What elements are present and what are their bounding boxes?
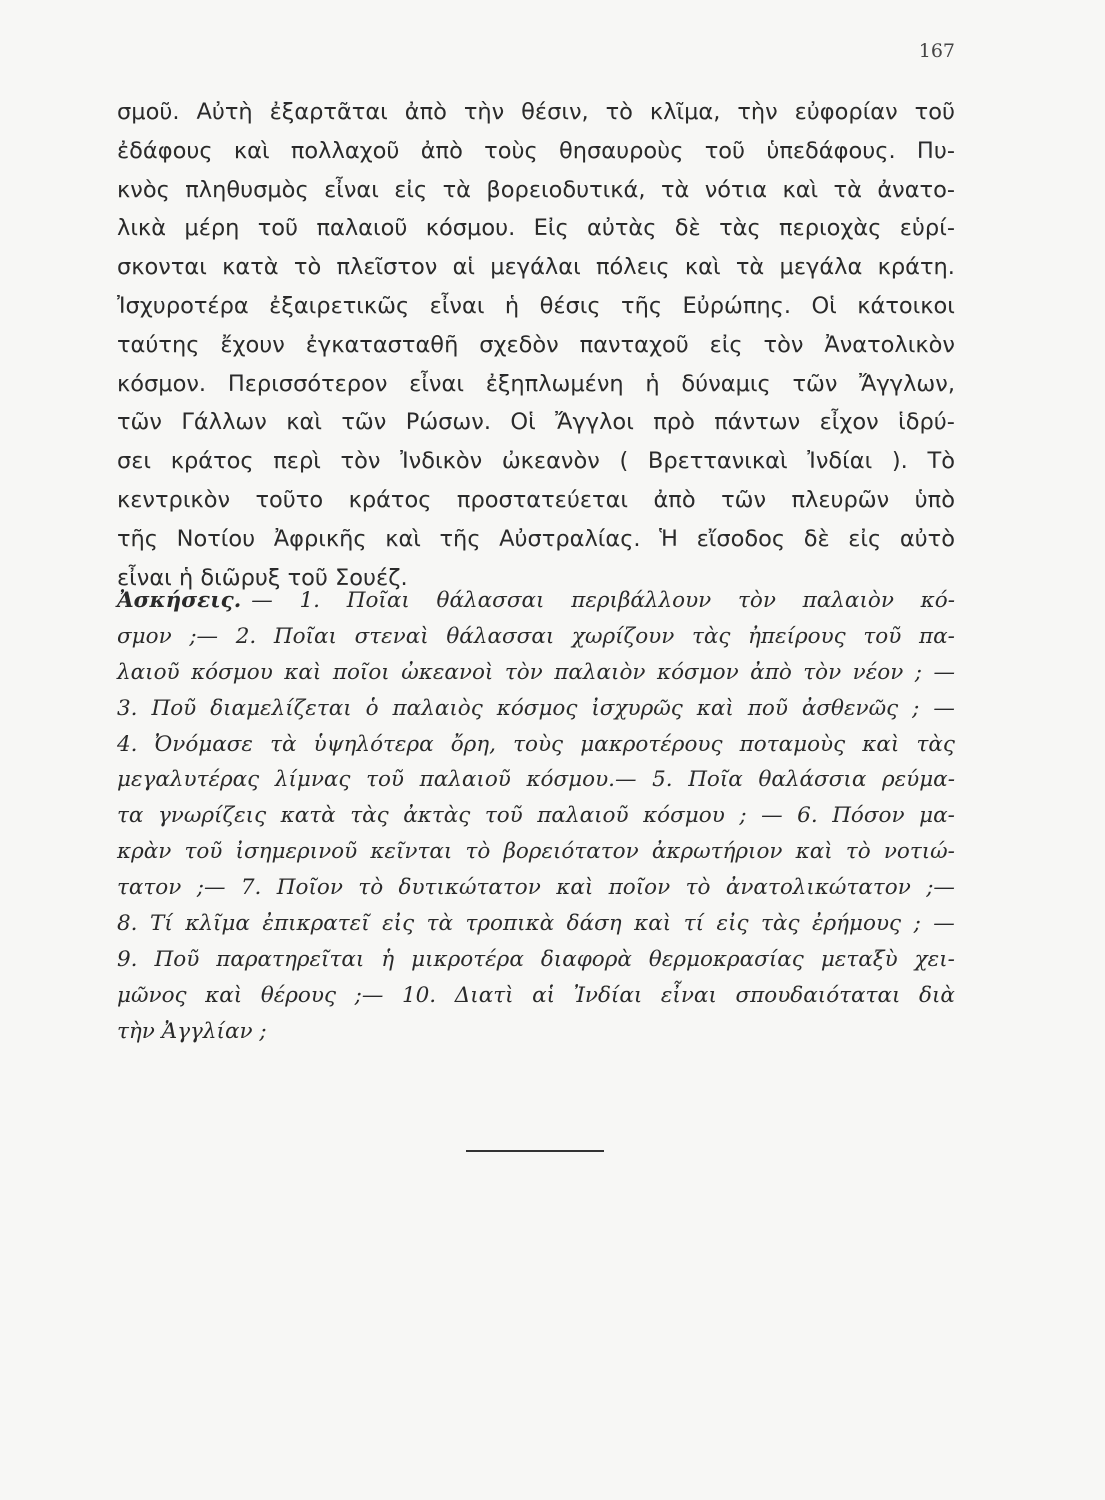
word: διαμελίζεται: [210, 695, 352, 721]
word: κόσμος: [496, 695, 578, 721]
word: Διατὶ: [454, 982, 514, 1008]
word: Ὀνόμασε: [154, 731, 253, 757]
word: Ποῖα: [688, 767, 743, 793]
word: εἰς: [716, 911, 749, 937]
word: σμον: [117, 623, 172, 649]
word: τὸν: [763, 331, 804, 358]
word: εἰς: [394, 176, 428, 203]
word: ἀνατολικώτατον: [725, 875, 911, 901]
word: εἰς: [382, 911, 415, 937]
word: θερμοκρασίας: [648, 946, 804, 972]
word: δύναμις: [681, 370, 771, 397]
word: ἀπὸ: [750, 659, 792, 685]
word: τῶν: [117, 409, 162, 436]
word: Ἰνδίαι: [807, 448, 873, 475]
word: ἐπικρατεῖ: [262, 911, 370, 937]
word: ἡ: [504, 292, 520, 319]
word: Ποῦ: [151, 695, 197, 721]
word: Ἀφρικῆς: [273, 525, 367, 552]
word: Αὐστραλίας.: [499, 525, 641, 552]
word: μακροτέρους: [580, 731, 723, 757]
word: ἀνατο-: [877, 176, 955, 203]
word: τῶν: [721, 486, 767, 513]
exercises-section: [117, 583, 955, 1050]
word: πανταχοῦ: [579, 331, 689, 358]
word: κόσμου: [191, 659, 273, 685]
word: Ἄγγλων,: [859, 370, 955, 397]
word: ;: [913, 911, 921, 937]
word: ἀπὸ: [420, 137, 463, 164]
word: ρεύμα-: [881, 767, 955, 793]
word: εἶχον: [819, 409, 879, 436]
word: Ρώσων.: [405, 409, 491, 436]
exercise-line: [117, 978, 955, 1014]
word: ;—: [926, 875, 955, 901]
word: καὶ: [782, 176, 819, 203]
word: κάτοικοι: [857, 292, 955, 319]
word: λαιοῦ: [117, 659, 180, 685]
word: τὰς: [761, 911, 800, 937]
word: τῆς: [117, 525, 159, 552]
word: εἶναι: [409, 370, 464, 397]
word: τὰς: [350, 803, 389, 829]
word: τὸ: [293, 254, 322, 281]
word: τὰ: [442, 176, 472, 203]
word: θέσιν,: [521, 99, 589, 125]
word: τα: [117, 803, 144, 829]
word: τοῦτο: [255, 486, 324, 513]
word: παλαιοῦ: [537, 803, 629, 829]
word: τὰς: [719, 215, 761, 242]
word: Τὸ: [927, 448, 955, 475]
word: τὸν: [803, 659, 842, 685]
word: τὰ: [833, 176, 862, 203]
word: τὰ: [270, 731, 297, 757]
exercise-line: [117, 798, 955, 834]
word: μεγαλυτέρας: [117, 767, 260, 793]
text-line: [117, 442, 955, 481]
word: κόσμον: [656, 659, 739, 685]
exercise-line: [117, 942, 955, 978]
word: ;—: [196, 875, 226, 901]
word: τὸν: [340, 448, 381, 475]
word: Νοτίου: [176, 525, 256, 552]
word: τὸ: [358, 875, 384, 901]
exercise-line: [117, 583, 955, 619]
word: γνωρίζεις: [157, 803, 267, 829]
text-line: [117, 248, 955, 287]
word: Ἀνατολικὸν: [824, 331, 955, 358]
word: αἱ: [532, 982, 556, 1008]
word: χωρίζουν: [571, 623, 675, 649]
exercise-line: [117, 906, 955, 942]
word: ποῖον: [608, 875, 671, 901]
word: καὶ: [556, 875, 594, 901]
word: μικροτέρα: [411, 946, 524, 972]
word: ἀκρωτήριον: [651, 839, 783, 865]
word: τοῦ: [366, 767, 404, 793]
word: ἠπείρους: [748, 623, 846, 649]
word: ;: [912, 695, 920, 721]
word: ποταμοὺς: [739, 731, 846, 757]
word: τοὺς: [513, 731, 564, 757]
word: στεναὶ: [354, 623, 429, 649]
word: κλῖμα,: [649, 99, 721, 125]
word: παλαιὸν: [802, 588, 894, 613]
word: 5.: [652, 767, 673, 793]
exercise-line: [117, 762, 955, 798]
word: 10.: [401, 982, 437, 1008]
word: σχεδὸν: [479, 331, 559, 358]
page-number: 167: [918, 40, 955, 62]
word: καὶ: [385, 525, 421, 552]
exercise-line: [117, 834, 955, 870]
exercise-line-text: [251, 583, 955, 619]
word: Οἱ: [510, 409, 536, 436]
word: τὸ: [605, 99, 633, 125]
word: ὁ: [365, 695, 379, 721]
word: Οἱ: [811, 292, 837, 319]
word: παρατηρεῖται: [216, 946, 365, 972]
text-line: [117, 403, 955, 442]
word: 9.: [117, 946, 138, 972]
word: —: [933, 659, 955, 685]
word: θέρους: [260, 982, 336, 1008]
word: τοῦ: [914, 99, 955, 125]
word: ἀκτὰς: [403, 803, 471, 829]
word: 3.: [117, 695, 138, 721]
word: καὶ: [795, 839, 833, 865]
word: ἱδρύ-: [898, 409, 955, 436]
word: σει: [117, 448, 152, 475]
word: κατὰ: [222, 254, 279, 281]
word: παλαιοῦ: [316, 215, 408, 242]
exercise-line: [117, 691, 955, 727]
word: περιβάλλουν: [571, 588, 712, 613]
word: 6.: [797, 803, 818, 829]
word: χει-: [914, 946, 955, 972]
word: τὴν: [737, 99, 778, 125]
word: κλῖμα: [185, 911, 250, 937]
word: κόσμου.—: [526, 767, 637, 793]
word: κατὰ: [280, 803, 336, 829]
word: ἡ: [381, 946, 395, 972]
word: 1.: [299, 588, 320, 613]
word: νέον: [852, 659, 904, 685]
word: ταύτης: [117, 331, 200, 358]
word: θέσις: [539, 292, 601, 319]
word: αὐτὰς: [587, 215, 657, 242]
word: διαφορὰ: [540, 946, 632, 972]
text-line: [117, 209, 955, 248]
word: ὑπὸ: [914, 486, 955, 513]
word: δάση: [566, 911, 622, 937]
word: Ἰνδίαι: [573, 982, 643, 1008]
word: Πυ-: [916, 137, 955, 164]
word: λικὰ: [117, 215, 167, 242]
word: ὠκεανοὶ: [401, 659, 494, 685]
word: Γάλλων: [181, 409, 267, 436]
word: 7.: [240, 875, 262, 901]
word: προστατεύεται: [456, 486, 629, 513]
word: ἐρήμους: [811, 911, 902, 937]
word: ποῖοι: [332, 659, 390, 685]
word: ἀπὸ: [653, 486, 696, 513]
word: Ἰνδικὸν: [400, 448, 483, 475]
exercise-line: [117, 619, 955, 655]
word: μεταξὺ: [820, 946, 898, 972]
word: ἰσημερινοῦ: [235, 839, 358, 865]
exercise-line: [117, 727, 955, 763]
word: εἶναι: [324, 176, 379, 203]
word: περιοχὰς: [779, 215, 882, 242]
word: Ποῦ: [154, 946, 200, 972]
word: νότια: [704, 176, 768, 203]
word: ἐξαρτᾶται: [269, 99, 388, 125]
word: ὑψηλότερα: [313, 731, 434, 757]
word: τὰς: [691, 623, 731, 649]
word: ὠκεανὸν: [501, 448, 600, 475]
word: μέρη: [184, 215, 240, 242]
text-line: [117, 287, 955, 326]
word: τοῦ: [184, 839, 223, 865]
text-line: [117, 93, 955, 132]
word: σμοῦ.: [117, 99, 180, 125]
word: θάλασσαι: [436, 588, 545, 613]
word: ἡ: [645, 370, 660, 397]
word: ποῦ: [747, 695, 788, 721]
word: κράτη.: [877, 254, 955, 281]
word: εἰς: [848, 525, 882, 552]
word: βορειοδυτικά,: [486, 176, 646, 203]
word: θάλασσαι: [446, 623, 555, 649]
word: ;: [914, 659, 923, 685]
section-divider: [466, 1150, 604, 1152]
word: κρὰν: [117, 839, 172, 865]
word: καὶ: [634, 911, 672, 937]
word: Ποῖαι: [273, 623, 337, 649]
word: τροπικὰ: [465, 911, 555, 937]
word: εἰς: [709, 331, 743, 358]
word: Τί: [150, 911, 173, 937]
word: ἰσχυρῶς: [591, 695, 683, 721]
word: Πόσον: [832, 803, 905, 829]
word: τῶν: [792, 370, 838, 397]
word: —: [933, 695, 955, 721]
word: τῆς: [621, 292, 663, 319]
word: ;: [739, 803, 747, 829]
word: 2.: [235, 623, 257, 649]
word: (: [619, 448, 629, 475]
word: εἶναι: [429, 292, 485, 319]
word: καὶ: [696, 695, 734, 721]
word: ἐγκατασταθῆ: [305, 331, 459, 358]
word: πάντων: [714, 409, 801, 436]
word: καὶ: [862, 731, 900, 757]
word: παλαιὸς: [392, 695, 483, 721]
word: ἐδάφους: [117, 137, 213, 164]
word: παλαιὸν: [554, 659, 646, 685]
word: μα-: [919, 803, 955, 829]
word: κράτος: [348, 486, 432, 513]
word: κό-: [920, 588, 955, 613]
word: τί: [683, 911, 705, 937]
text-line: [117, 171, 955, 210]
word: τὸν: [737, 588, 776, 613]
word: μεγάλαι: [490, 254, 581, 281]
text-line: [117, 481, 955, 520]
word: ;—: [189, 623, 219, 649]
word: Βρεττανικαὶ: [647, 448, 788, 475]
word: τὸ: [465, 839, 491, 865]
text-line: [117, 132, 955, 171]
word: τὸν: [504, 659, 543, 685]
exercise-line: [117, 655, 955, 691]
word: μῶνος: [117, 982, 187, 1008]
word: Περισσότερον: [227, 370, 388, 397]
word: —: [933, 911, 955, 937]
text-line: εἶναι ἡ διῶρυξ τοῦ Σουέζ.: [117, 564, 408, 591]
word: ὄρη,: [450, 731, 497, 757]
word: τὰ: [735, 254, 765, 281]
word: κράτος: [170, 448, 254, 475]
word: καὶ: [684, 254, 721, 281]
word: ὑπεδάφους.: [766, 137, 896, 164]
word: εὐφορίαν: [794, 99, 898, 125]
word: —: [761, 803, 783, 829]
word: σκονται: [117, 254, 207, 281]
word: πα-: [918, 623, 955, 649]
word: ἀσθενῶς: [801, 695, 899, 721]
word: τοῦ: [257, 215, 299, 242]
word: κεῖνται: [370, 839, 453, 865]
word: πολλαχοῦ: [290, 137, 400, 164]
word: δὲ: [674, 215, 701, 242]
word: εἶναι: [660, 982, 717, 1008]
word: κνὸς: [117, 176, 170, 203]
word: δὲ: [803, 525, 830, 552]
word: ;—: [354, 982, 384, 1008]
word: Αὐτὴ: [196, 99, 253, 125]
word: ).: [891, 448, 908, 475]
word: θησαυροὺς: [558, 137, 684, 164]
word: κεντρικὸν: [117, 486, 231, 513]
word: Ποῖον: [276, 875, 343, 901]
word: μεγάλα: [779, 254, 863, 281]
body-text: [117, 93, 955, 597]
word: Ποῖαι: [346, 588, 410, 613]
word: τὰ: [660, 176, 690, 203]
word: τῶν: [341, 409, 387, 436]
word: αὐτὸ: [899, 525, 955, 552]
word: Ἄγγλοι: [555, 409, 634, 436]
word: θαλάσσια: [758, 767, 867, 793]
word: τατον: [117, 875, 182, 901]
word: τὴν: [463, 99, 505, 125]
exercises-heading: Ἀσκήσεις.: [117, 588, 242, 613]
word: —: [251, 588, 273, 613]
word: τοῦ: [484, 803, 523, 829]
word: ἀπὸ: [404, 99, 447, 125]
word: αἱ: [452, 254, 476, 281]
word: τὰ: [426, 911, 454, 937]
word: καὶ: [286, 409, 322, 436]
text-line: [117, 520, 955, 559]
exercise-line: τὴν Ἀγγλίαν ;: [117, 1018, 267, 1044]
word: ἐξαιρετικῶς: [269, 292, 410, 319]
text-line: [117, 365, 955, 404]
word: Ἰσχυροτέρα: [117, 292, 249, 319]
word: Εὐρώπης.: [682, 292, 792, 319]
word: τὸ: [845, 839, 871, 865]
word: εἴσοδος: [696, 525, 786, 552]
word: τὸ: [685, 875, 711, 901]
word: βορειότατον: [503, 839, 639, 865]
word: περὶ: [273, 448, 321, 475]
word: κόσμου: [643, 803, 725, 829]
word: τῆς: [439, 525, 481, 552]
word: παλαιοῦ: [419, 767, 511, 793]
word: Εἰς: [533, 215, 569, 242]
word: διὰ: [919, 982, 955, 1008]
word: πλεῖστον: [336, 254, 438, 281]
word: τὰς: [916, 731, 955, 757]
word: καὶ: [233, 137, 270, 164]
word: κόσμον.: [117, 370, 207, 397]
text-line: [117, 326, 955, 365]
word: 4.: [117, 731, 138, 757]
word: εὑρί-: [899, 215, 955, 242]
word: 8.: [117, 911, 138, 937]
word: Ἡ: [659, 525, 678, 552]
word: τοῦ: [704, 137, 746, 164]
word: πληθυσμὸς: [185, 176, 309, 203]
word: ἐξηπλωμένη: [485, 370, 624, 397]
word: κόσμου.: [425, 215, 516, 242]
word: πρὸ: [653, 409, 695, 436]
word: καὶ: [284, 659, 322, 685]
word: τοὺς: [484, 137, 538, 164]
word: τοῦ: [863, 623, 902, 649]
word: σπουδαιόταται: [735, 982, 901, 1008]
word: δυτικώτατον: [398, 875, 541, 901]
word: λίμνας: [274, 767, 351, 793]
word: πόλεις: [595, 254, 670, 281]
exercise-line: [117, 870, 955, 906]
word: νοτιώ-: [883, 839, 955, 865]
word: πλευρῶν: [791, 486, 890, 513]
word: ἔχουν: [220, 331, 285, 358]
word: καὶ: [205, 982, 243, 1008]
